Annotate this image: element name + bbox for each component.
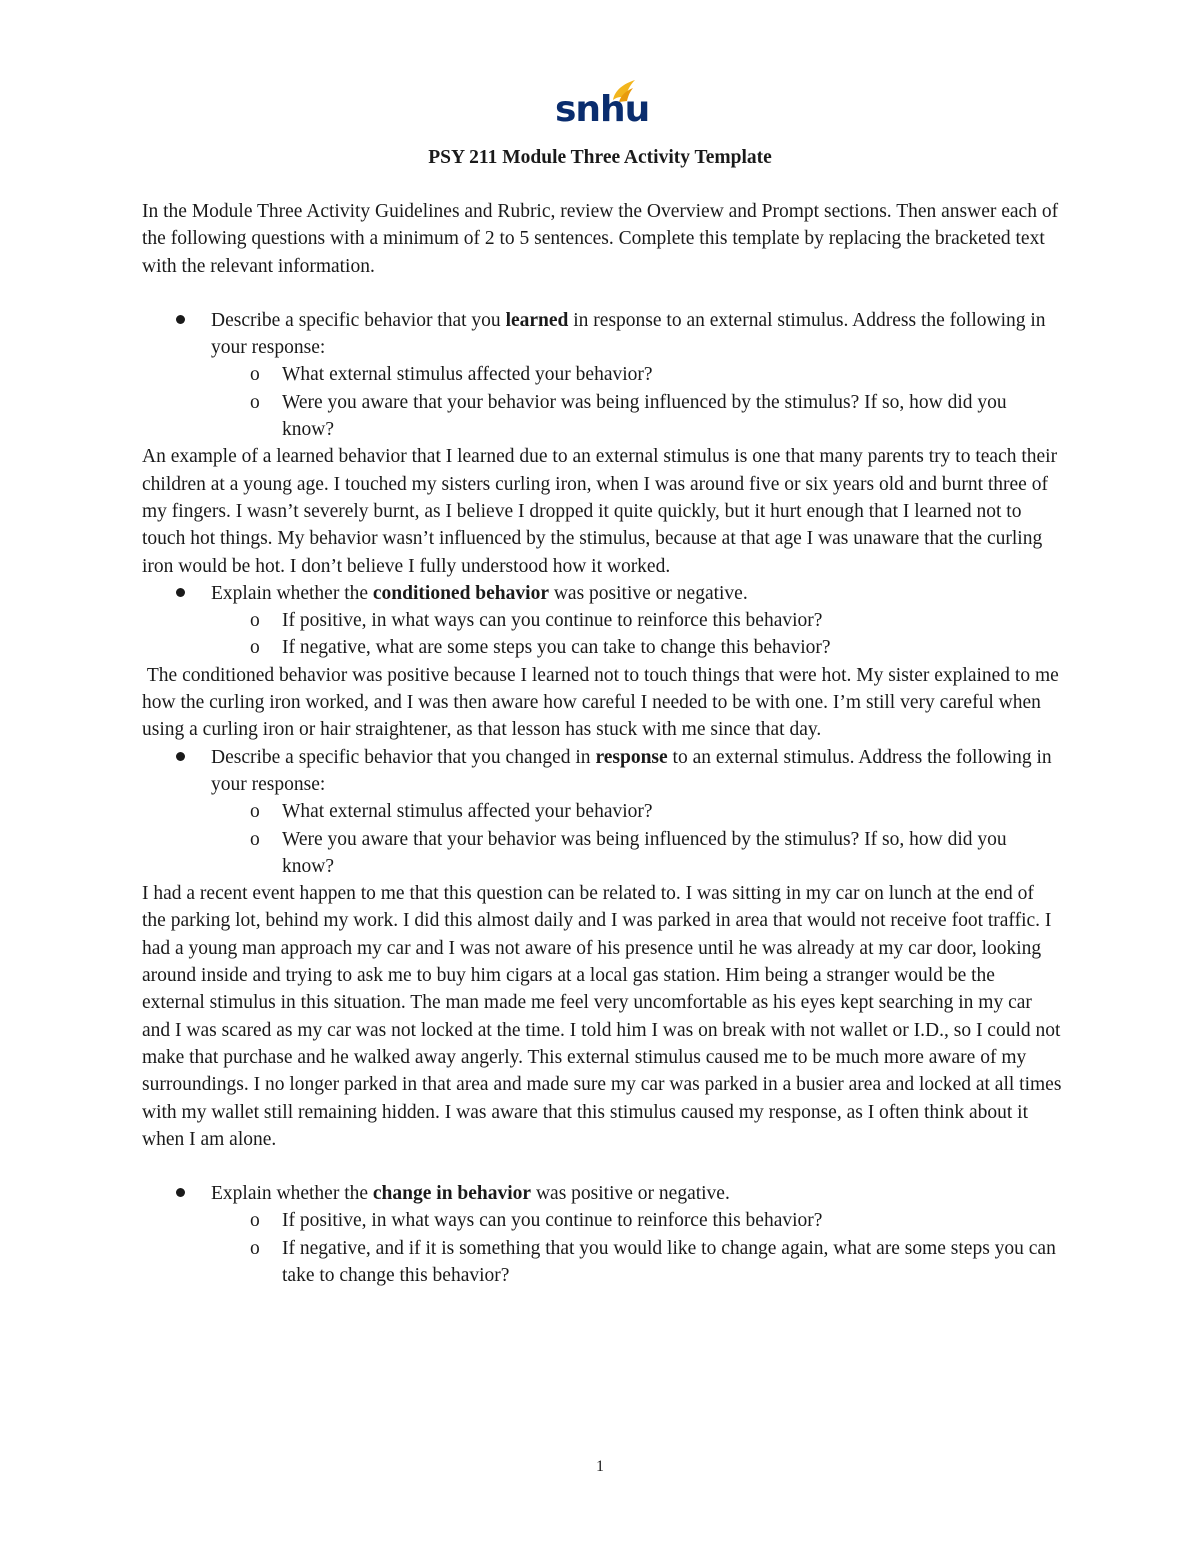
question-2: Explain whether the conditioned behavior was positive or negative. [142, 580, 1062, 607]
sub-bullet-marker: o [250, 828, 260, 850]
question-2-sub-2: o If negative, what are some steps you can take to change this behavior? [142, 634, 1062, 661]
document-body [142, 198, 1062, 1289]
snhu-logo [555, 78, 650, 133]
sub-bullet-marker: o [250, 1237, 260, 1259]
question-4-sub-2: o If negative, and if it is something that you would like to change again, what are some steps you can take to change this behavior? [142, 1235, 1062, 1290]
question-1-sub-2: o Were you aware that your behavior was being influenced by the stimulus? If so, how did you know? [142, 389, 1062, 444]
question-3-sub-1: o What external stimulus affected your behavior? [142, 798, 1062, 825]
page-number: 1 [596, 1458, 604, 1475]
sub-bullet-marker: o [250, 801, 260, 823]
question-2-sub-1: o If positive, in what ways can you continue to reinforce this behavior? [142, 607, 1062, 634]
question-4: Explain whether the change in behavior was positive or negative. [142, 1180, 1062, 1207]
question-4-sub-1: o If positive, in what ways can you continue to reinforce this behavior? [142, 1207, 1062, 1234]
sub-bullet-marker: o [250, 637, 260, 659]
spacer [142, 1153, 1062, 1180]
intro-paragraph: In the Module Three Activity Guidelines and Rubric, review the Overview and Prompt sections. Then answer each of the following questions with a minimum of 2 to 5 sentences. Complete this template by replacing the bracketed text with the relevant information. [142, 201, 1059, 277]
bullet-icon [176, 1188, 185, 1197]
question-1-sub-1: o What external stimulus affected your behavior? [142, 361, 1062, 388]
sub-bullet-marker: o [250, 1210, 260, 1232]
document-title: PSY 211 Module Three Activity Template [428, 147, 772, 168]
question-3: Describe a specific behavior that you changed in response to an external stimulus. Address the following in your response: [142, 744, 1062, 799]
answer-3: I had a recent event happen to me that this question can be related to. I was sitting in my car on lunch at the end of the parking lot, behind my work. I did this almost daily and I was parked in area that would not receive foot traffic. I had a young man approach my car and I was not aware of his presence until he was already at my car door, looking around inside and trying to ask me to buy him cigars at a local gas station. Him being a stranger would be the external stimulus in this situation. The man made me feel very uncomfortable as his eyes kept searching in my car and I was scared as my car was not locked at the time. I told him I was on break with not wallet or I.D., so I could not make that purchase and he walked away angerly. This external stimulus caused me to be much more aware of my surroundings. I no longer parked in that area and made sure my car was parked in a busier area and locked at all times with my wallet still remaining hidden. I was aware that this stimulus caused my response, as I often think about it when I am alone. [142, 883, 1062, 1150]
question-1: Describe a specific behavior that you learned in response to an external stimulus. Address the following in your response: [142, 307, 1062, 362]
answer-2: The conditioned behavior was positive because I learned not to touch things that were hot. My sister explained to me how the curling iron worked, and I was then aware how careful I needed to be with one. I’m still very careful when using a curling iron or hair straightener, as that lesson has stuck with me since that day. [142, 664, 1064, 741]
bullet-icon [176, 588, 185, 597]
bullet-icon [176, 315, 185, 324]
bullet-icon [176, 752, 185, 761]
sub-bullet-marker: o [250, 391, 260, 413]
logo-wordmark: snhu [555, 89, 650, 130]
sub-bullet-marker: o [250, 610, 260, 632]
answer-1: An example of a learned behavior that I learned due to an external stimulus is one that many parents try to teach their children at a young age. I touched my sisters curling iron, when I was around five or six years old and burnt three of my fingers. I wasn’t severely burnt, as I believe I dropped it quite quickly, but it hurt enough that I learned not to touch hot things. My behavior wasn’t influenced by the stimulus, because at that age I was unaware that the curling iron would be hot. I don’t believe I fully understood how it worked. [142, 446, 1058, 577]
question-3-sub-2: o Were you aware that your behavior was being influenced by the stimulus? If so, how did you know? [142, 826, 1062, 881]
sub-bullet-marker: o [250, 364, 260, 386]
